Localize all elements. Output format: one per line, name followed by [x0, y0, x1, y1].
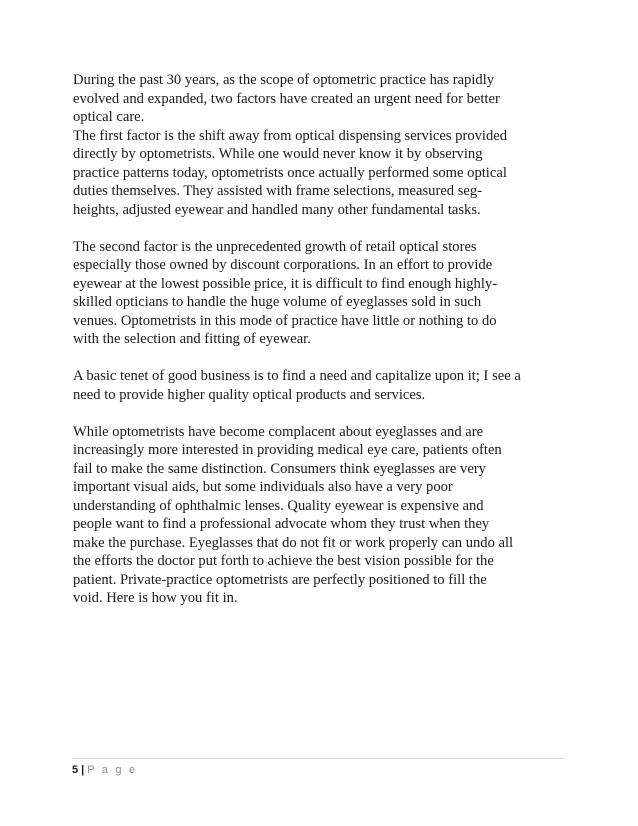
- paragraph-gap: [73, 404, 573, 423]
- text-line: heights, adjusted eyewear and handled many other fundamental tasks.: [73, 201, 481, 218]
- body-text: [73, 71, 573, 608]
- text-line: skilled opticians to handle the huge volume of eyeglasses sold in such: [73, 294, 482, 310]
- text-line: especially those owned by discount corporations. In an effort to provide: [73, 257, 493, 273]
- text-line: fail to make the same distinction. Consumers think eyeglasses are very: [73, 460, 486, 477]
- text-line: duties themselves. They assisted with frame selections, measured seg-: [73, 183, 483, 199]
- text-line: make the purchase. Eyeglasses that do not fit or work properly can undo all: [73, 534, 514, 551]
- text-line: patient. Private-practice optometrists are perfectly positioned to fill the: [73, 571, 487, 588]
- text-line: During the past 30 years, as the scope of optometric practice has rapidly: [73, 72, 495, 88]
- paragraph-second-factor: [73, 238, 573, 349]
- text-line: venues. Optometrists in this mode of practice have little or nothing to do: [73, 312, 497, 329]
- text-line: The second factor is the unprecedented growth of retail optical stores: [73, 238, 477, 255]
- text-line: people want to find a professional advocate whom they trust when they: [73, 516, 490, 532]
- text-line: void. Here is how you fit in.: [73, 590, 238, 606]
- text-line: understanding of ophthalmic lenses. Quality eyewear is expensive and: [73, 497, 484, 514]
- footer-separator: |: [81, 764, 85, 776]
- footer-divider: [72, 758, 565, 759]
- text-line: with the selection and fitting of eyewear.: [73, 331, 311, 347]
- text-line: practice patterns today, optometrists once actually performed some optical: [73, 164, 507, 181]
- text-line: A basic tenet of good business is to find a need and capitalize upon it; I see a: [73, 368, 521, 384]
- text-line: the efforts the doctor put forth to achieve the best vision possible for the: [73, 553, 494, 569]
- text-line: eyewear at the lowest possible price, it is difficult to find enough highly-: [73, 275, 498, 292]
- paragraph-gap: [73, 219, 573, 238]
- text-line: directly by optometrists. While one would never know it by observing: [73, 146, 483, 162]
- paragraph-intro: [73, 71, 573, 127]
- text-line: important visual aids, but some individuals also have a very poor: [73, 479, 453, 495]
- paragraph-first-factor: [73, 127, 573, 220]
- page-footer: [72, 763, 137, 777]
- text-line: optical care.: [73, 109, 145, 125]
- text-line: need to provide higher quality optical products and services.: [73, 386, 426, 403]
- text-line: While optometrists have become complacent about eyeglasses and are: [73, 423, 484, 440]
- text-line: The first factor is the shift away from optical dispensing services provided: [73, 127, 508, 144]
- text-line: evolved and expanded, two factors have created an urgent need for better: [73, 90, 500, 107]
- paragraph-complacency: [73, 423, 573, 608]
- text-line: increasingly more interested in providing medical eye care, patients often: [73, 442, 502, 458]
- paragraph-business-tenet: [73, 367, 573, 404]
- page-number: 5: [72, 764, 79, 776]
- page-label: P a g e: [87, 764, 138, 776]
- paragraph-gap: [73, 349, 573, 368]
